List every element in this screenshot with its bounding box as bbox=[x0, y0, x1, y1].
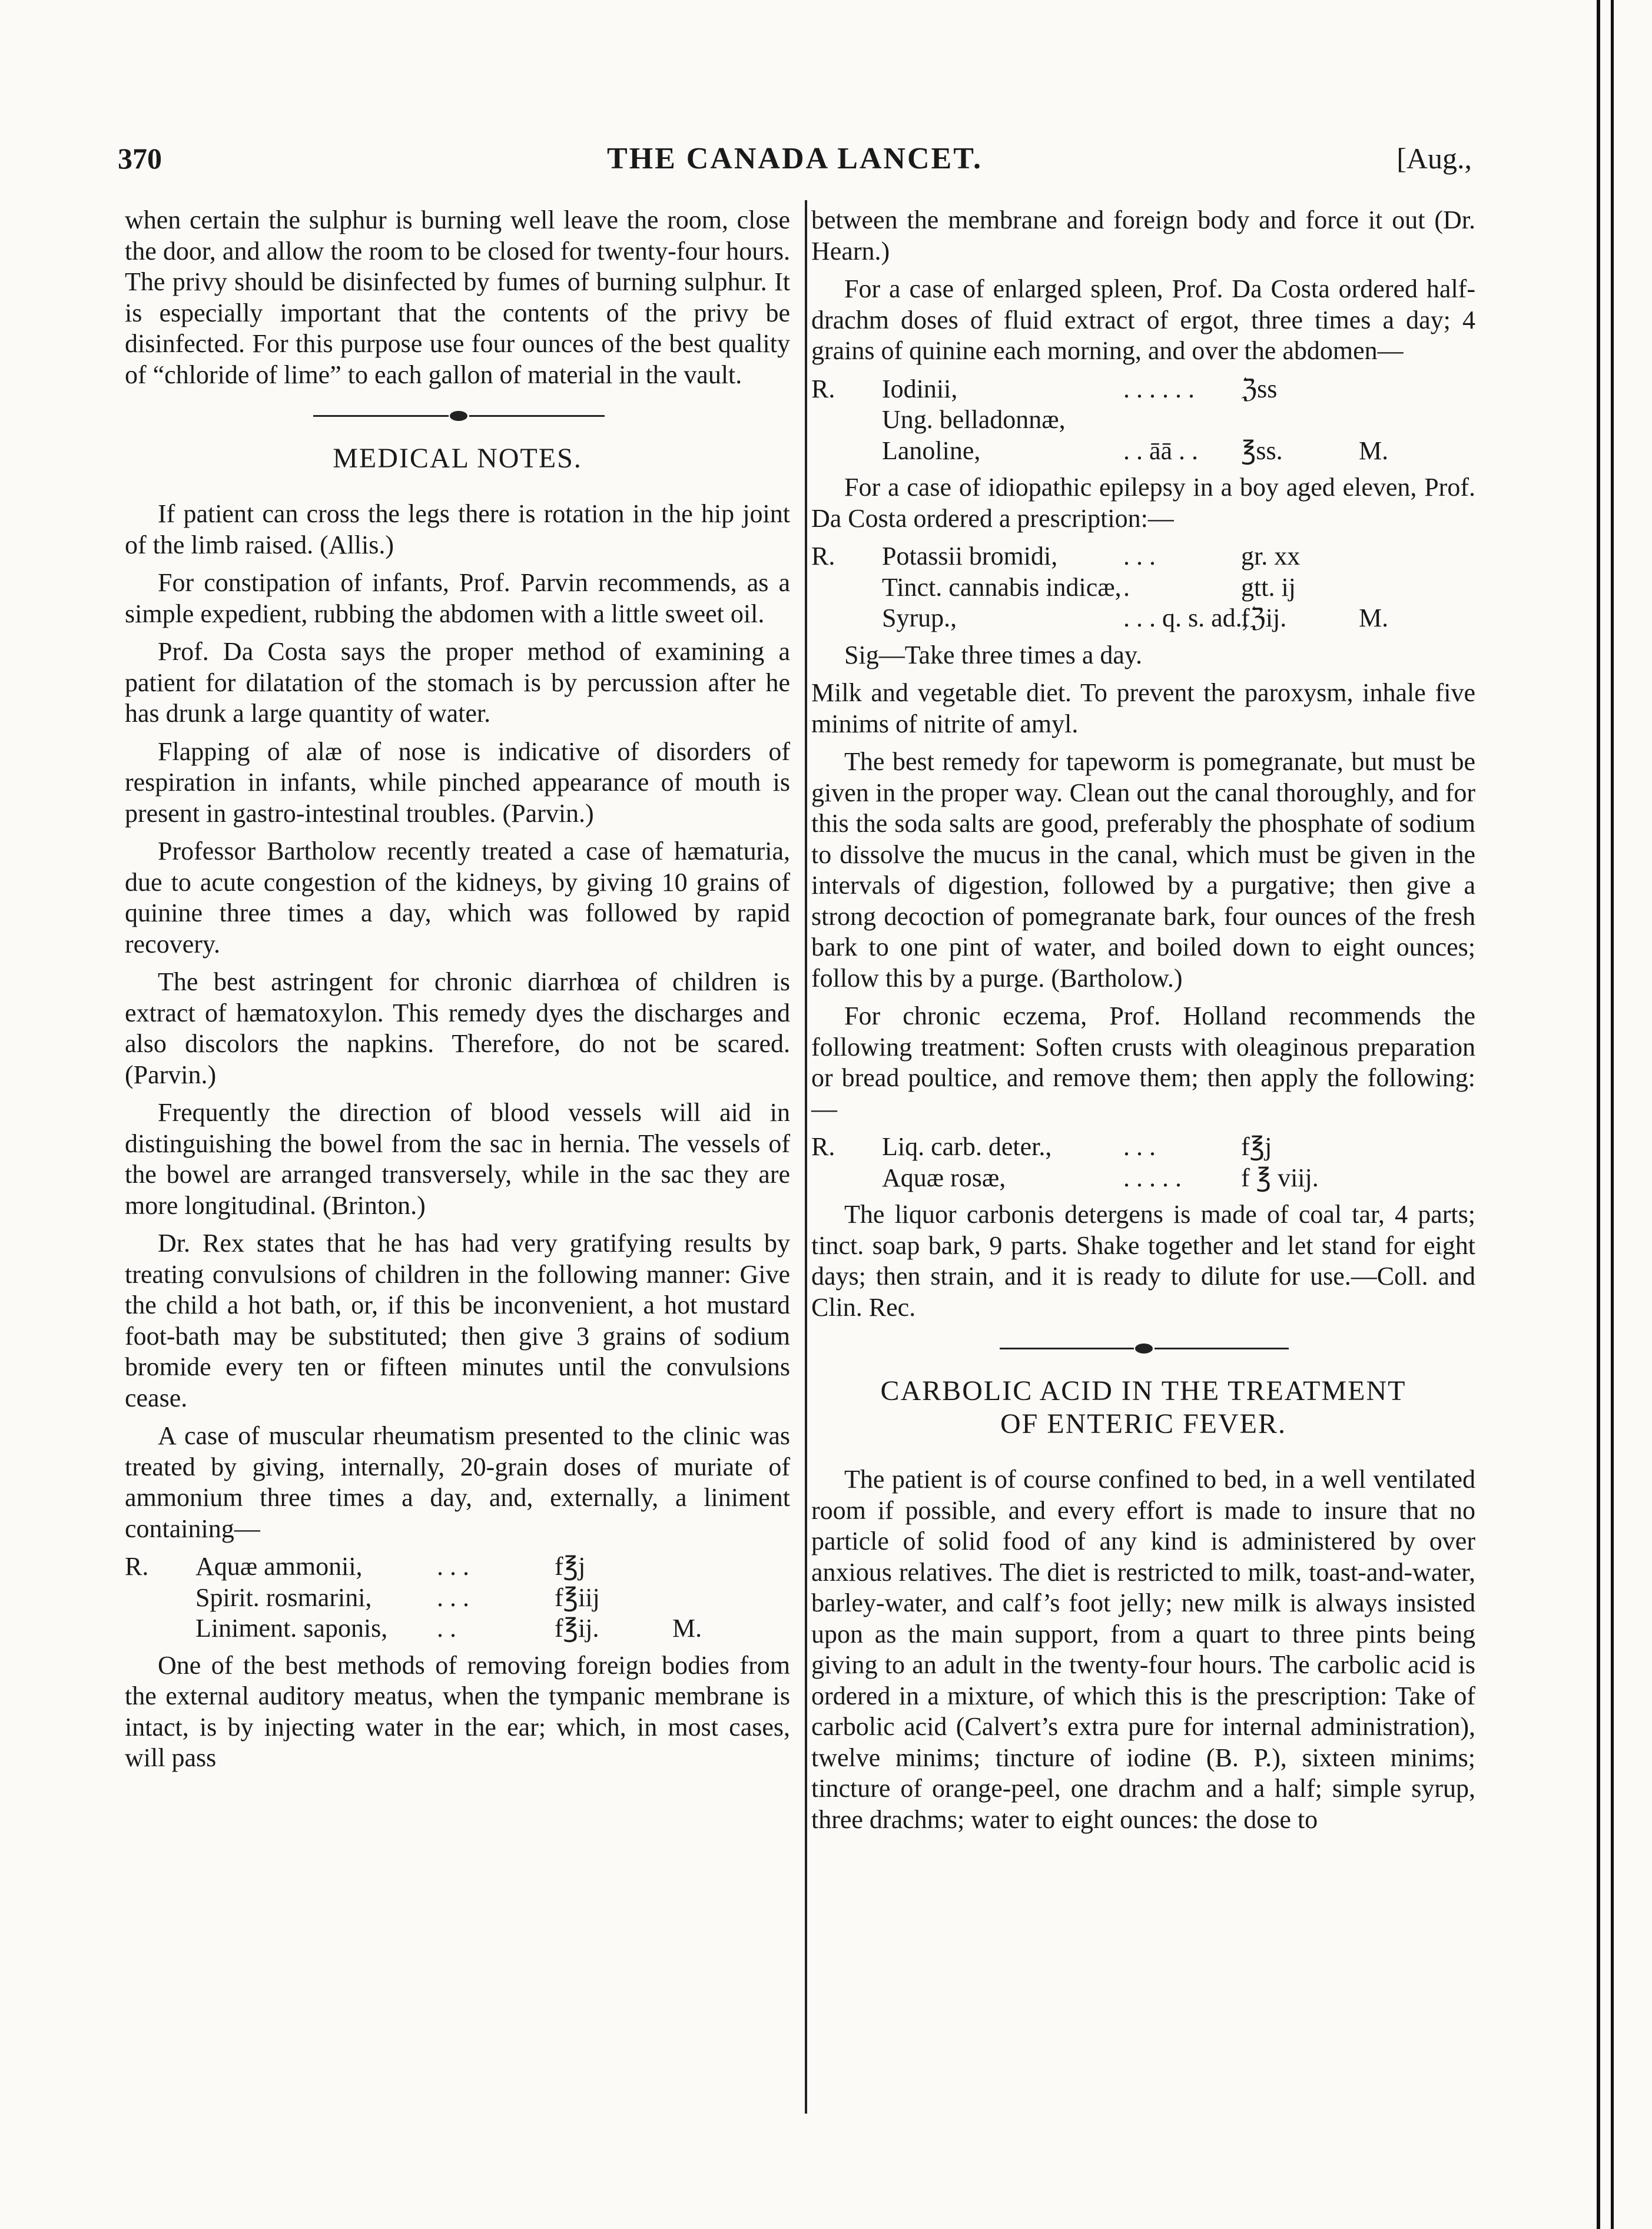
paragraph: between the membrane and foreign body and force it out (Dr. Hearn.) bbox=[811, 205, 1475, 266]
rx-sym: R. bbox=[811, 374, 835, 403]
prescription-row bbox=[811, 1163, 1475, 1194]
column-rule bbox=[805, 200, 807, 2114]
rx-name: Liq. carb. deter., bbox=[882, 1132, 1052, 1161]
ornamental-divider bbox=[125, 399, 790, 434]
prescription-row bbox=[125, 1583, 790, 1614]
rx-m: M. bbox=[672, 1614, 702, 1643]
rx-sym: R. bbox=[811, 542, 835, 570]
prescription-row bbox=[811, 404, 1475, 436]
paragraph: Professor Bartholow recently treated a case of hæmaturia, due to acute congestion of the kidneys, by giving 10 grains of quinine three times a day, which was followed by rapid recovery. bbox=[125, 837, 790, 958]
rx-dose: f℥ij. bbox=[555, 1614, 599, 1643]
prescription-signa: Sig—Take three times a day. bbox=[844, 640, 1143, 669]
rx-dose: f℥iij bbox=[555, 1583, 600, 1612]
rx-dose: f℥j bbox=[1241, 1132, 1272, 1161]
rx-sym: R. bbox=[811, 1132, 835, 1161]
journal-title: THE CANADA LANCET. bbox=[606, 142, 983, 175]
prescription-row bbox=[811, 436, 1475, 467]
issue-month: [Aug., bbox=[1396, 142, 1472, 175]
prescription-row bbox=[811, 541, 1475, 572]
prescription-liniment bbox=[125, 1551, 790, 1644]
rx-dots: . . . q. s. ad., bbox=[1123, 603, 1249, 632]
prescription-epilepsy bbox=[811, 541, 1475, 634]
rx-name: Spirit. rosmarini, bbox=[195, 1583, 372, 1612]
paragraph: A case of muscular rheumatism presented to the clinic was treated by giving, internally, 20-grain doses of muriate of ammonium three times a day, and, externally, a liniment containing— bbox=[125, 1421, 790, 1543]
paragraph: Flapping of alæ of nose is indicative of disorders of respiration in infants, while pinched appearance of mouth is present in gastro-intestinal troubles. (Parvin.) bbox=[125, 737, 790, 828]
rx-name: Iodinii, bbox=[882, 374, 958, 403]
rx-name: Aquæ rosæ, bbox=[882, 1163, 1006, 1192]
paragraph: For chronic eczema, Prof. Holland recommends the following treatment: Soften crusts with oleaginous preparation or bread poultice, and remove them; then apply the following:— bbox=[811, 1001, 1475, 1123]
rx-dose: gr. xx bbox=[1241, 542, 1301, 570]
rx-dose: f℥j bbox=[555, 1552, 586, 1581]
section-title-medical-notes: MEDICAL NOTES. bbox=[333, 443, 582, 474]
rx-dose: gtt. ij bbox=[1241, 572, 1296, 602]
rx-m: M. bbox=[1359, 436, 1389, 465]
section-title-line-1: CARBOLIC ACID IN THE TREATMENT bbox=[880, 1375, 1406, 1407]
paragraph: Dr. Rex states that he has had very gratifying results by treating convulsions of children in the following manner: Give the child a hot bath, or, if this be inconvenient, a hot mustard foot-bath may be substituted; then give 3 grains of sodium bromide every ten or fifteen minutes until the convulsions cease. bbox=[125, 1229, 790, 1412]
rx-dots: . . . . . bbox=[1123, 1163, 1182, 1192]
rx-name: Aquæ ammonii, bbox=[195, 1552, 363, 1581]
rx-sym: R. bbox=[125, 1552, 149, 1581]
rx-dots: . . . bbox=[1123, 542, 1156, 570]
paragraph: The best astringent for chronic diarrhœa of children is extract of hæmatoxylon. This remedy dyes the discharges and also discolors the napkins. Therefore, do not be scared. (Parvin.) bbox=[125, 967, 790, 1089]
paragraph: Prof. Da Costa says the proper method of examining a patient for dilatation of the stomach is by percussion after he has drunk a large quantity of water. bbox=[125, 637, 790, 728]
paragraph: For a case of enlarged spleen, Prof. Da Costa ordered half-drachm doses of fluid extract of ergot, three times a day; 4 grains of quinine each morning, and over the abdomen— bbox=[811, 274, 1475, 365]
paragraph: For a case of idiopathic epilepsy in a boy aged eleven, Prof. Da Costa ordered a prescription:— bbox=[811, 473, 1475, 533]
rx-name: Lanoline, bbox=[882, 436, 981, 465]
rx-name: Tinct. cannabis indicæ, bbox=[882, 572, 1122, 602]
rx-name: Ung. belladonnæ, bbox=[882, 405, 1066, 434]
rx-dots: . . . bbox=[437, 1583, 469, 1612]
rx-dots: . . . bbox=[1123, 1132, 1156, 1161]
prescription-row bbox=[125, 1551, 790, 1583]
prescription-spleen bbox=[811, 374, 1475, 467]
prescription-row bbox=[811, 603, 1475, 634]
rx-name: Liniment. saponis, bbox=[195, 1614, 388, 1643]
section-title-carbolic-acid bbox=[811, 1375, 1475, 1441]
paragraph: when certain the sulphur is burning well leave the room, close the door, and allow the room to be closed for twenty-four hours. The privy should be disinfected by fumes of burning sulphur. It is especially important that the contents of the privy be disinfected. For this purpose use four ounces of the best quality of “chloride of lime” to each gallon of material in the vault. bbox=[125, 205, 790, 389]
paragraph: Frequently the direction of blood vessels will aid in distinguishing the bowel from the sac in hernia. The vessels of the bowel are arranged transversely, while in the sac they are more longitudinal. (Brinton.) bbox=[125, 1098, 790, 1220]
paragraph: The liquor carbonis detergens is made of coal tar, 4 parts; tinct. soap bark, 9 parts. Shake together and let stand for eight days; then strain, and it is ready to dilute for use.—Coll. and Clin. Rec. bbox=[811, 1200, 1475, 1322]
rx-name: Syrup., bbox=[882, 603, 957, 632]
left-column bbox=[125, 205, 790, 1781]
rx-dose: ℥ss. bbox=[1241, 436, 1283, 465]
prescription-row bbox=[811, 374, 1475, 405]
rx-name: Potassii bromidi, bbox=[882, 542, 1058, 570]
prescription-row bbox=[811, 572, 1475, 603]
running-header bbox=[118, 141, 1472, 188]
paragraph: Milk and vegetable diet. To prevent the paroxysm, inhale five minims of nitrite of amyl. bbox=[811, 678, 1475, 738]
section-title-line-2: OF ENTERIC FEVER. bbox=[1000, 1408, 1286, 1439]
paragraph: If patient can cross the legs there is rotation in the hip joint of the limb raised. (Allis.) bbox=[125, 499, 790, 559]
page-edge-shadow bbox=[1597, 0, 1600, 2229]
rx-dots: . . bbox=[437, 1614, 456, 1643]
rx-dose: fℨij. bbox=[1241, 603, 1287, 632]
rx-dots: . . āā . . bbox=[1123, 436, 1199, 465]
prescription-row bbox=[125, 1613, 790, 1644]
right-column bbox=[811, 205, 1475, 1842]
rx-dots: . . . bbox=[437, 1552, 469, 1581]
page-number: 370 bbox=[118, 142, 162, 175]
rx-dots: . bbox=[1123, 572, 1130, 602]
paragraph: The best remedy for tapeworm is pomegranate, but must be given in the proper way. Clean out the canal thoroughly, and for this the soda salts are good, preferably the phosphate of sodium to dissolve the mucus in the canal, which must be given in the intervals of digestion, followed by a purgative; then give a strong decoction of pomegranate bark, four ounces of the fresh bark to one pint of water, and boiled down to eight ounces; follow this by a purge. (Bartholow.) bbox=[811, 747, 1475, 993]
paragraph: For constipation of infants, Prof. Parvin recommends, as a simple expedient, rubbing the abdomen with a little sweet oil. bbox=[125, 568, 790, 628]
page-edge-shadow-2 bbox=[1611, 0, 1614, 2229]
rx-dose: ℨss bbox=[1241, 374, 1278, 403]
ornamental-divider bbox=[811, 1331, 1475, 1366]
rx-m: M. bbox=[1359, 603, 1389, 632]
paragraph: One of the best methods of removing foreign bodies from the external auditory meatus, when the tympanic membrane is intact, is by injecting water in the ear; which, in most cases, will pass bbox=[125, 1650, 790, 1772]
prescription-eczema bbox=[811, 1132, 1475, 1193]
rx-dots: . . . . . . bbox=[1123, 374, 1195, 403]
prescription-row bbox=[811, 1132, 1475, 1163]
rx-dose: f ℥ viij. bbox=[1241, 1163, 1319, 1192]
paragraph: The patient is of course confined to bed, in a well ventilated room if possible, and every effort is made to insure that no particle of solid food of any kind is administered by over anxious relatives. The diet is restricted to milk, toast-and-water, barley-water, and calf’s foot jelly; new milk is always insisted upon as the main support, from a quart to three pints being giving to an adult in the twenty-four hours. The carbolic acid is ordered in a mixture, of which this is the prescription: Take of carbolic acid (Calvert’s extra pure for internal administration), twelve minims; tincture of iodine (B. P.), sixteen minims; tincture of orange-peel, one drachm and a half; simple syrup, three drachms; water to eight ounces: the dose to bbox=[811, 1465, 1475, 1834]
